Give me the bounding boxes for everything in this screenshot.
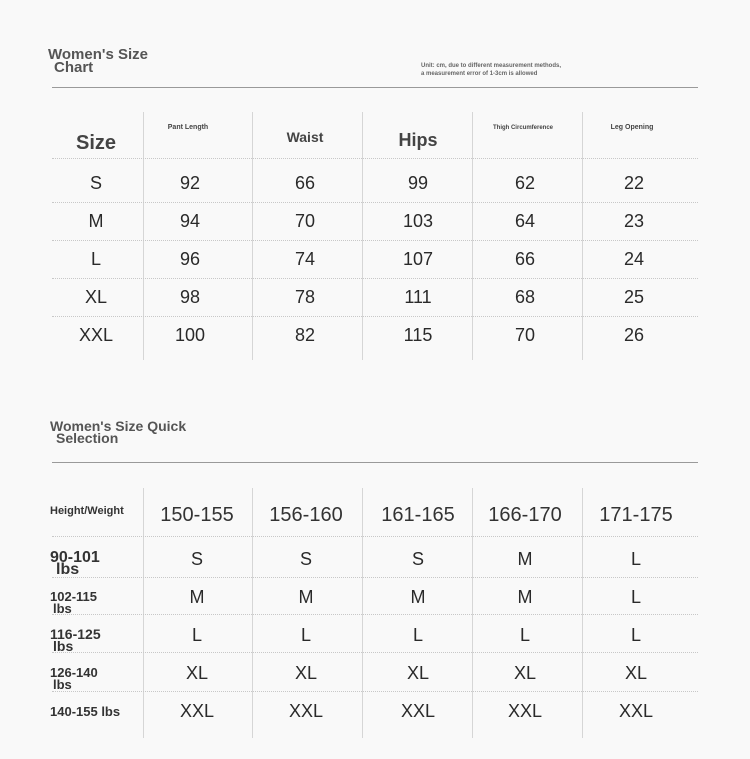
recommended-size-cell: XL bbox=[185, 663, 209, 683]
weight-range-label bbox=[50, 549, 145, 578]
pant-length-header: Pant Length bbox=[167, 124, 209, 131]
recommended-size-cell: XL bbox=[624, 663, 648, 683]
size-chart-cell: 25 bbox=[623, 287, 645, 307]
quick-selection-title bbox=[50, 420, 186, 444]
recommended-size-cell: L bbox=[300, 625, 311, 645]
row-divider bbox=[52, 202, 698, 203]
hips-header: Hips bbox=[398, 130, 438, 150]
size-chart-cell: 99 bbox=[407, 173, 429, 193]
recommended-size-cell: M bbox=[189, 587, 205, 607]
size-chart-title-line1: Women's Size bbox=[48, 46, 148, 63]
recommended-size-cell: L bbox=[630, 625, 641, 645]
weight-range-label bbox=[50, 706, 145, 718]
weight-range-label-line2: lbs bbox=[53, 601, 72, 616]
column-divider bbox=[362, 488, 363, 738]
quick-selection-title-line2: Selection bbox=[56, 430, 119, 446]
weight-range-label-line2: lbs bbox=[56, 561, 80, 578]
quick-selection-divider bbox=[52, 462, 698, 463]
size-chart-cell: 24 bbox=[623, 249, 645, 269]
recommended-size-cell: XL bbox=[406, 663, 430, 683]
weight-range-label-line2: lbs bbox=[53, 677, 72, 692]
recommended-size-cell: M bbox=[298, 587, 314, 607]
weight-range-label-line1: 90-101 bbox=[50, 549, 100, 566]
quick-selection-title-line1: Women's Size Quick bbox=[50, 418, 187, 434]
height-weight-corner-label: Height/Weight bbox=[50, 505, 124, 517]
weight-range-label bbox=[50, 667, 145, 691]
column-divider bbox=[252, 112, 253, 360]
recommended-size-cell: XL bbox=[294, 663, 318, 683]
recommended-size-cell: M bbox=[517, 587, 533, 607]
size-chart-cell: 62 bbox=[514, 173, 536, 193]
size-chart-cell: 78 bbox=[294, 287, 316, 307]
size-chart-cell: S bbox=[89, 173, 102, 193]
column-divider bbox=[582, 488, 583, 738]
column-divider bbox=[472, 488, 473, 738]
size-chart-cell: 94 bbox=[179, 211, 201, 231]
weight-range-label-line1: 126-140 bbox=[50, 665, 98, 680]
size-chart-cell: 66 bbox=[294, 173, 316, 193]
column-divider bbox=[582, 112, 583, 360]
column-divider bbox=[472, 112, 473, 360]
row-divider bbox=[52, 614, 698, 615]
size-chart-cell: 100 bbox=[174, 325, 206, 345]
size-chart-title-line2: Chart bbox=[54, 59, 94, 76]
height-range-header: 150-155 bbox=[160, 504, 234, 526]
weight-range-label-line1: 140-155 lbs bbox=[50, 704, 121, 719]
size-chart-cell: M bbox=[88, 211, 104, 231]
recommended-size-cell: L bbox=[630, 549, 641, 569]
recommended-size-cell: S bbox=[190, 549, 203, 569]
size-chart-cell: 107 bbox=[402, 249, 434, 269]
row-divider bbox=[52, 316, 698, 317]
row-divider bbox=[52, 652, 698, 653]
column-divider bbox=[362, 112, 363, 360]
measurement-note-line2: a measurement error of 1-3cm is allowed bbox=[421, 71, 538, 77]
size-chart-cell: 98 bbox=[179, 287, 201, 307]
recommended-size-cell: S bbox=[411, 549, 424, 569]
recommended-size-cell: XXL bbox=[400, 701, 436, 721]
recommended-size-cell: XXL bbox=[179, 701, 215, 721]
size-chart-cell: 74 bbox=[294, 249, 316, 269]
row-divider bbox=[52, 691, 698, 692]
size-chart-divider bbox=[52, 87, 698, 88]
size-chart-cell: 70 bbox=[514, 325, 536, 345]
size-chart-cell: 22 bbox=[623, 173, 645, 193]
size-chart-cell: XL bbox=[84, 287, 108, 307]
size-header: Size bbox=[75, 132, 117, 154]
row-divider bbox=[52, 536, 698, 537]
size-chart-cell: L bbox=[90, 249, 101, 269]
size-chart-cell: 64 bbox=[514, 211, 536, 231]
size-chart-cell: XXL bbox=[78, 325, 114, 345]
leg-opening-header: Leg Opening bbox=[610, 124, 654, 131]
recommended-size-cell: S bbox=[299, 549, 312, 569]
measurement-note bbox=[421, 62, 561, 78]
height-range-header: 161-165 bbox=[381, 504, 455, 526]
row-divider bbox=[52, 577, 698, 578]
measurement-note-line1: Unit: cm, due to different measurement methods, bbox=[421, 63, 562, 69]
recommended-size-cell: L bbox=[519, 625, 530, 645]
weight-range-label bbox=[50, 591, 145, 615]
size-chart-cell: 103 bbox=[402, 211, 434, 231]
size-chart-cell: 26 bbox=[623, 325, 645, 345]
height-range-header: 166-170 bbox=[488, 504, 562, 526]
weight-range-label bbox=[50, 628, 145, 652]
size-chart-cell: 82 bbox=[294, 325, 316, 345]
recommended-size-cell: XL bbox=[513, 663, 537, 683]
recommended-size-cell: L bbox=[412, 625, 423, 645]
size-chart-cell: 92 bbox=[179, 173, 201, 193]
row-divider bbox=[52, 278, 698, 279]
recommended-size-cell: XXL bbox=[288, 701, 324, 721]
size-chart-cell: 66 bbox=[514, 249, 536, 269]
recommended-size-cell: M bbox=[410, 587, 426, 607]
height-range-header: 156-160 bbox=[269, 504, 343, 526]
weight-range-label-line2: lbs bbox=[53, 638, 74, 654]
size-chart-cell: 115 bbox=[403, 325, 433, 345]
weight-range-label-line1: 116-125 bbox=[50, 626, 101, 642]
thigh-circumference-header: Thigh Circumference bbox=[492, 125, 553, 131]
column-divider bbox=[252, 488, 253, 738]
size-chart-cell: 96 bbox=[179, 249, 201, 269]
waist-header: Waist bbox=[286, 129, 324, 145]
recommended-size-cell: XXL bbox=[618, 701, 654, 721]
size-chart-cell: 111 bbox=[404, 287, 432, 307]
row-divider bbox=[52, 158, 698, 159]
row-divider bbox=[52, 240, 698, 241]
recommended-size-cell: L bbox=[191, 625, 202, 645]
size-chart-cell: 68 bbox=[514, 287, 536, 307]
weight-range-label-line1: 102-115 bbox=[50, 589, 97, 604]
size-chart-title bbox=[48, 48, 148, 74]
recommended-size-cell: M bbox=[517, 549, 533, 569]
height-range-header: 171-175 bbox=[599, 504, 673, 526]
recommended-size-cell: XXL bbox=[507, 701, 543, 721]
size-chart-cell: 23 bbox=[623, 211, 645, 231]
recommended-size-cell: L bbox=[630, 587, 641, 607]
size-chart-cell: 70 bbox=[294, 211, 316, 231]
